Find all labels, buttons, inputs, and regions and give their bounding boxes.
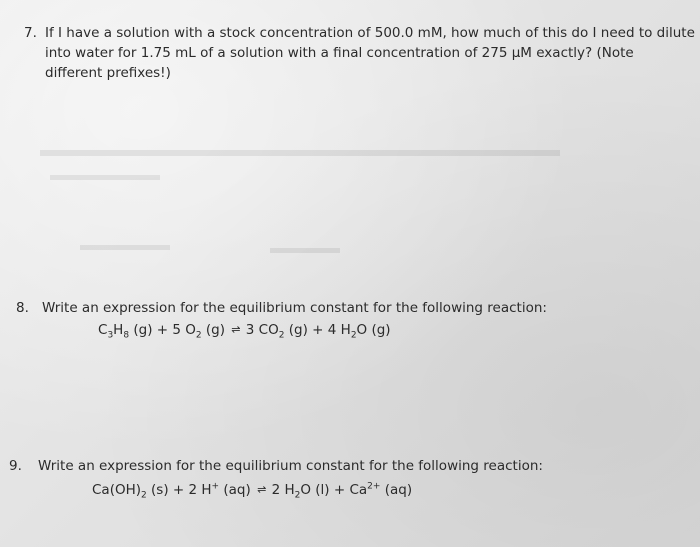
- reaction-equation: $Ca(OH)_2$ (s) + 2 H+ (aq) ⇌ 2 $H_2O$ $(l) + Ca^{2+}$ (aq): [92, 481, 413, 501]
- question-number: 7.: [24, 25, 37, 41]
- question-text: [38, 456, 543, 476]
- question-text: [45, 23, 695, 83]
- question-number: 8.: [16, 300, 29, 316]
- question-text: [42, 298, 547, 318]
- equilibrium-arrow-icon: ⇌: [257, 483, 266, 496]
- question-line: into water for 1.75 mL of a solution with a final concentration of 275 μM exactly? (Note: [45, 45, 634, 61]
- reaction-equation: $C_3H_8$ (g) + 5 $O_2$ (g) ⇌ 3 $CO_2$ (g) + 4 $H_2O$ (g): [98, 322, 391, 341]
- question-line: If I have a solution with a stock concentration of 500.0 mM, how much of this do I need to dilute: [45, 25, 695, 41]
- question-line: Write an expression for the equilibrium constant for the following reaction:: [42, 300, 547, 316]
- question-number: 9.: [9, 458, 22, 474]
- question-line: different prefixes!): [45, 65, 171, 81]
- bleed-through-marks: [40, 140, 660, 290]
- equilibrium-arrow-icon: ⇌: [231, 323, 240, 336]
- question-line: Write an expression for the equilibrium constant for the following reaction:: [38, 458, 543, 474]
